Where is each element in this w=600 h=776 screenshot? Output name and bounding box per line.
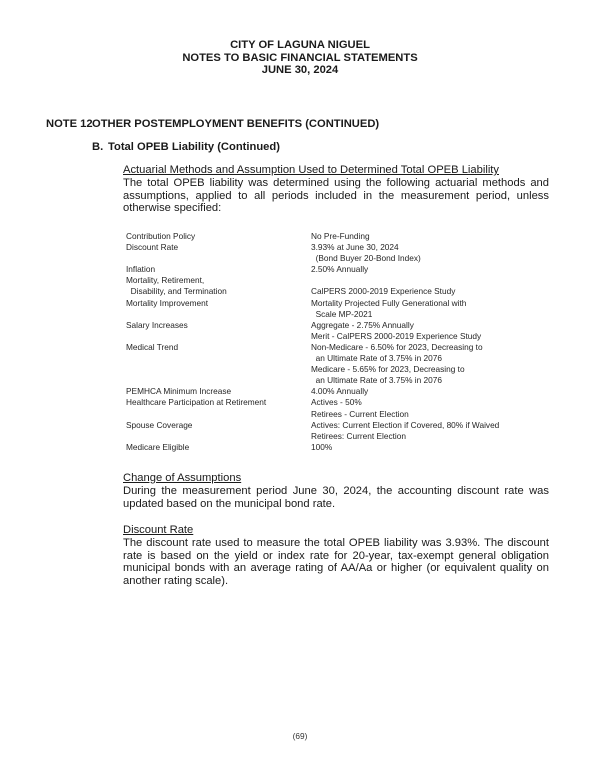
assumption-row xyxy=(126,420,499,431)
assumption-row xyxy=(126,242,499,253)
assumption-value: Merit - CalPERS 2000-2019 Experience Study xyxy=(311,330,482,341)
assumption-value: Medicare - 5.65% for 2023, Decreasing to xyxy=(311,364,465,375)
assumption-label xyxy=(126,375,311,386)
assumption-row xyxy=(126,331,499,342)
assumption-row xyxy=(126,275,499,286)
assumption-value: an Ultimate Rate of 3.75% in 2076 xyxy=(311,375,442,386)
discount-rate-heading: Discount Rate xyxy=(123,524,194,536)
assumptions-table xyxy=(126,231,499,453)
note-title: OTHER POSTEMPLOYMENT BENEFITS (CONTINUED) xyxy=(92,118,380,130)
assumption-value: Scale MP-2021 xyxy=(311,308,373,319)
document-header xyxy=(0,39,600,77)
page-number: (69) xyxy=(292,731,308,741)
assumption-label: Mortality, Retirement, xyxy=(126,275,205,286)
actuarial-methods-paragraph: The total OPEB liability was determined using the following actuarial methods and assumptions, applied to all periods included in the measurement period, unless otherwise specified: xyxy=(123,177,549,215)
assumption-label: Healthcare Participation at Retirement xyxy=(126,397,267,408)
assumption-label xyxy=(126,431,311,442)
assumption-label xyxy=(126,309,311,320)
assumption-row xyxy=(126,442,499,453)
assumption-value: 4.00% Annually xyxy=(311,386,369,397)
assumption-label: Medical Trend xyxy=(126,341,179,352)
assumption-value: CalPERS 2000-2019 Experience Study xyxy=(311,286,456,297)
header-date: JUNE 30, 2024 xyxy=(261,64,339,76)
assumption-row xyxy=(126,342,499,353)
assumption-row xyxy=(126,264,499,275)
assumption-value: 100% xyxy=(311,441,333,452)
assumption-label xyxy=(126,331,311,342)
header-entity-name: CITY OF LAGUNA NIGUEL xyxy=(230,39,370,51)
assumption-value: Mortality Projected Fully Generational with xyxy=(311,297,467,308)
assumption-label: Contribution Policy xyxy=(126,231,196,241)
assumption-row xyxy=(126,298,499,309)
header-document-title: NOTES TO BASIC FINANCIAL STATEMENTS xyxy=(182,51,418,64)
assumption-row xyxy=(126,375,499,386)
assumption-value: (Bond Buyer 20-Bond Index) xyxy=(311,253,421,264)
note-heading xyxy=(46,118,379,130)
assumption-row xyxy=(126,364,499,375)
change-of-assumptions-paragraph: During the measurement period June 30, 2024, the accounting discount rate was updated based on the municipal bond rate. xyxy=(123,485,549,510)
assumption-row xyxy=(126,286,499,297)
assumption-value: an Ultimate Rate of 3.75% in 2076 xyxy=(311,353,442,364)
assumption-label: Salary Increases xyxy=(126,319,188,330)
assumption-label: Medicare Eligible xyxy=(126,441,190,452)
assumption-row xyxy=(126,231,499,242)
assumption-value: Aggregate - 2.75% Annually xyxy=(311,319,414,330)
discount-rate-section xyxy=(123,524,549,587)
assumption-value: 2.50% Annually xyxy=(311,264,369,275)
assumption-row xyxy=(126,320,499,331)
change-of-assumptions-heading: Change of Assumptions xyxy=(123,472,242,484)
actuarial-methods-heading: Actuarial Methods and Assumption Used to Determined Total OPEB Liability xyxy=(123,164,500,176)
assumption-label: PEMHCA Minimum Increase xyxy=(126,386,232,397)
assumption-label: Spouse Coverage xyxy=(126,419,193,430)
assumption-value: Retirees: Current Election xyxy=(311,430,406,441)
note-number: NOTE 12 xyxy=(46,118,93,130)
assumption-value: No Pre-Funding xyxy=(311,231,370,241)
assumption-value: Retirees - Current Election xyxy=(311,408,409,419)
assumption-row xyxy=(126,353,499,364)
assumption-row xyxy=(126,409,499,420)
discount-rate-paragraph: The discount rate used to measure the total OPEB liability was 3.93%. The discount rate is based on the yield or index rate for 20-year, tax-exempt general obligation municipal bonds with an average rating of AA/Aa or higher (or equivalent quality on another rating scale). xyxy=(123,537,549,587)
assumption-label: Inflation xyxy=(126,264,156,275)
assumption-label: Disability, and Termination xyxy=(126,286,227,297)
assumption-label: Mortality Improvement xyxy=(126,297,209,308)
assumption-label xyxy=(126,253,311,264)
section-letter: B. xyxy=(92,141,104,153)
assumption-value: Actives: Current Election if Covered, 80% if Waived xyxy=(311,419,500,430)
section-title: Total OPEB Liability (Continued) xyxy=(108,141,280,153)
assumption-row xyxy=(126,431,499,442)
assumption-value: Non-Medicare - 6.50% for 2023, Decreasing to xyxy=(311,341,483,352)
assumption-row xyxy=(126,386,499,397)
assumption-value: 3.93% at June 30, 2024 xyxy=(311,242,399,253)
assumption-label xyxy=(126,364,311,375)
assumption-label xyxy=(126,353,311,364)
assumption-label xyxy=(126,409,311,420)
assumption-row xyxy=(126,253,499,264)
assumption-row xyxy=(126,397,499,408)
section-heading xyxy=(92,141,280,153)
assumption-label: Discount Rate xyxy=(126,242,179,253)
actuarial-methods-section xyxy=(123,164,549,215)
assumption-value: Actives - 50% xyxy=(311,397,362,408)
assumption-row xyxy=(126,309,499,320)
change-of-assumptions-section xyxy=(123,472,549,510)
